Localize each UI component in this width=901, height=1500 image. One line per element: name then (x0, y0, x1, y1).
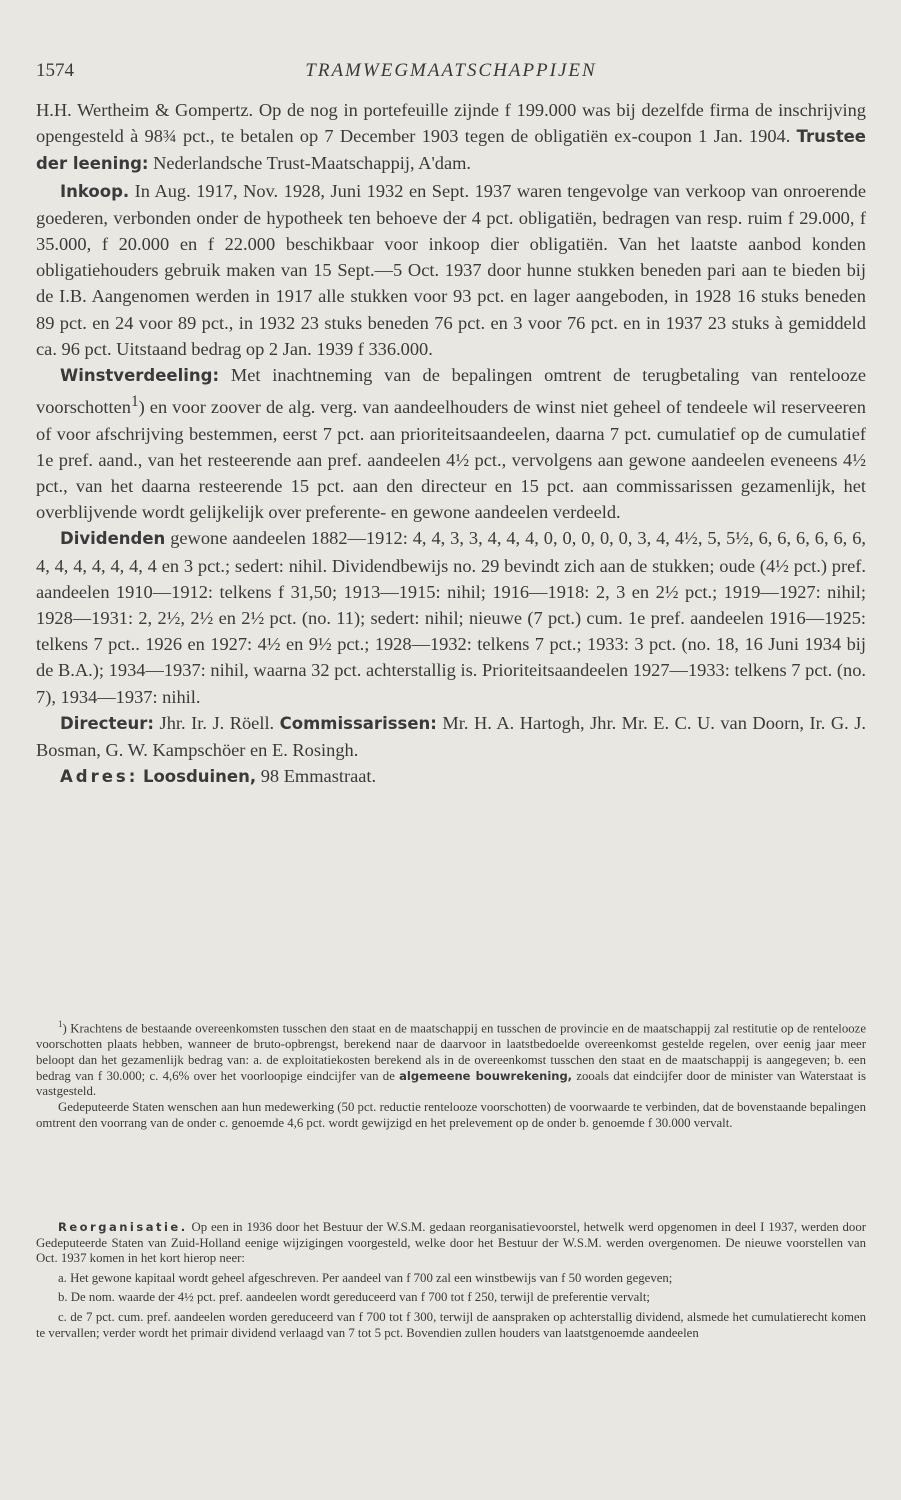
paragraph-adres: Adres: Loosduinen, 98 Emmastraat. (60, 766, 377, 787)
adres-label: Adres: (60, 767, 139, 787)
reorganisatie-heading: Reorganisatie. (58, 1220, 188, 1234)
footnote-marker: 1 (58, 1019, 63, 1029)
running-header (36, 60, 866, 90)
winstverdeeling-label: Winstverdeeling: (60, 366, 220, 386)
reorganisatie-item-a: a. Het gewone kapitaal wordt geheel afgeschreven. Per aandeel van f 700 zal een winstbewijs van f 50 worden gegeven; (58, 1270, 673, 1285)
dividenden-label: Dividenden (60, 529, 166, 549)
commissarissen-label: Commissarissen: (279, 713, 437, 733)
paragraph-inkoop: Inkoop. In Aug. 1917, Nov. 1928, Juni 1932 en Sept. 1937 waren tengevolge van verkoop van onroerende goederen, verbonden onder de hypotheek ten behoeve der 4 pct. obligatiën, bedragen van resp. ruim f 29.000, f 35.000, f 20.000 en f 22.000 beschikbaar voor inkoop dier obligatiën. Van het laatste aanbod konden obligatiehouders gebruik maken van 15 Sept.—5 Oct. 1937 door hunne stukken beneden pari aan te bieden bij de I.B. Aangenomen werden in 1917 alle stukken voor 93 pct. en lager aangeboden, in 1928 16 stuks beneden 89 pct. en 24 voor 89 pct., in 1932 23 stuks beneden 76 pct. en 3 voor 76 pct. en in 1937 23 stuks à gemiddeld ca. 96 pct. Uitstaand bedrag op 2 Jan. 1939 f 336.000. (36, 180, 866, 359)
reorganisatie-item-c: c. de 7 pct. cum. pref. aandeelen worden gereduceerd van f 700 tot f 300, terwijl de aanspraken op achterstallig dividend, alsmede het cumulatierecht komen te vervallen; verder wordt het primair dividend verlaagd van 7 tot 5 pct. Bovendien zullen houders van laatstgenoemde aandeelen (36, 1309, 866, 1340)
trustee-label: Trustee der leening: (36, 127, 866, 174)
reorganisatie-intro: Reorganisatie. Op een in 1936 door het Bestuur der W.S.M. gedaan reorganisatievoorstel, hetwelk werd opgenomen in deel I 1937, werden door Gedeputeerde Staten van Zuid-Holland eenige wijzigingen voorgesteld, welke door het Bestuur der W.S.M. werden overgenomen. De nieuwe voorstellen van Oct. 1937 komen in het kort hierop neer: (36, 1220, 866, 1266)
footnote-2: Gedeputeerde Staten wenschen aan hun medewerking (50 pct. reductie rentelooze voorschotten) de voorwaarde te verbinden, dat de bovenstaande bepalingen omtrent den voorrang van de onder c. genoemde 4,6 pct. wordt gewijzigd en het prelevement op de onder b. genoemde f 30.000 vervalt. (36, 1100, 867, 1131)
paragraph-trustee: H.H. Wertheim & Gompertz. Op de nog in portefeuille zijnde f 199.000 was bij dezelfde firma de inschrijving opengesteld à 98¾ pct., te betalen op 7 December 1903 tegen de obligatiën ex-coupon 1 Jan. 1904. Trustee der leening: Nederlandsche Trust-Maatschappij, A'dam. (36, 100, 866, 174)
paragraph-directie: Directeur: Jhr. Ir. J. Röell. Commissarissen: Mr. H. A. Hartogh, Jhr. Mr. E. C. U. van Doorn, Ir. G. J. Bosman, G. W. Kampschöer en E. Rosingh. (36, 712, 867, 760)
footnotes (36, 1017, 866, 1132)
directeur-label: Directeur: (60, 713, 155, 733)
footnote-bold-term: algemeene bouwrekening, (399, 1068, 573, 1083)
reorganisatie-section (36, 1220, 866, 1345)
adres-place: Loosduinen, (142, 767, 257, 787)
reorganisatie-item-b: b. De nom. waarde der 4½ pct. pref. aandeelen wordt gereduceerd van f 700 tot f 250, terwijl de preferentie vervalt; (58, 1290, 650, 1305)
paragraph-winstverdeeling: Winstverdeeling: Met inachtneming van de bepalingen omtrent de terugbetaling van rentelooze voorschotten$^1$) en voor zoover de alg. verg. van aandeelhouders de winst niet geheel of tendeele wil reserveeren of voor afschrijving bestemmen, eerst 7 pct. aan prioriteitsaandeelen, daarna 7 pct. cumulatief op de cumulatief 1e pref. aand., van het resteerende aan pref. aandeelen 4½ pct., vervolgens aan gewone aandeelen eveneens 4½ pct., van het daarna resteerende 15 pct. aan den directeur en 15 pct. aan commissarissen gezamenlijk, het overblijvende wordt gelijkelijk over preferente- en gewone aandeelen verdeeld. (36, 365, 866, 523)
main-text (36, 97, 866, 790)
page-number: 1574 (36, 60, 74, 81)
footnote-1: $^1$) Krachtens de bestaande overeenkomsten tusschen den staat en de maatschappij en tusschen de provincie en de maatschappij zal restitutie op de rentelooze voorschotten plaats hebben, wanneer de bruto-opbrengst, berekend naar de daarvoor in laatstbedoelde overeenkomst gestelde regelen, over eenig jaar meer beloopt dan het gezamenlijk bedrag van: a. de exploitatiekosten berekend als in de overeenkomst tusschen den staat en de maatschappij is aangegeven; b. een bedrag van f 30.000; c. 4,6% over het voorloopige eindcijfer van de algemeene bouwrekening, zooals dat eindcijfer door de minister van Waterstaat is vastgesteld. (36, 1019, 866, 1099)
footnote-ref: 1 (131, 393, 139, 411)
running-title: TRAMWEGMAATSCHAPPIJEN (305, 60, 597, 81)
inkoop-label: Inkoop. (60, 181, 130, 201)
paragraph-dividenden: Dividenden gewone aandeelen 1882—1912: 4, 4, 3, 3, 4, 4, 4, 0, 0, 0, 0, 0, 3, 4, 4½, 5, 5½, 6, 6, 6, 6, 6, 6, 4, 4, 4, 4, 4, 4, 4 en 3 pct.; sedert: nihil. Dividendbewijs no. 29 bevindt zich aan de stukken; oude (4½ pct.) pref. aandeelen 1910—1912: telkens f 31,50; 1913—1915: nihil; 1916—1918: 2, 3 en 2½ pct.; 1919—1927: nihil; 1928—1931: 2, 2½, 2½ en 2½ pct. (no. 11); sedert: nihil; nieuwe (7 pct.) cum. 1e pref. aandeelen 1916—1925: telkens 7 pct.. 1926 en 1927: 4½ en 9½ pct.; 1928—1932: telkens 7 pct.; 1933: 3 pct. (no. 18, 16 Juni 1934 bij de B.A.); 1934—1937: nihil, waarna 32 pct. achterstallig is. Prioriteitsaandeelen 1927—1933: telkens 7 pct. (no. 7), 1934—1937: nihil. (36, 528, 866, 707)
